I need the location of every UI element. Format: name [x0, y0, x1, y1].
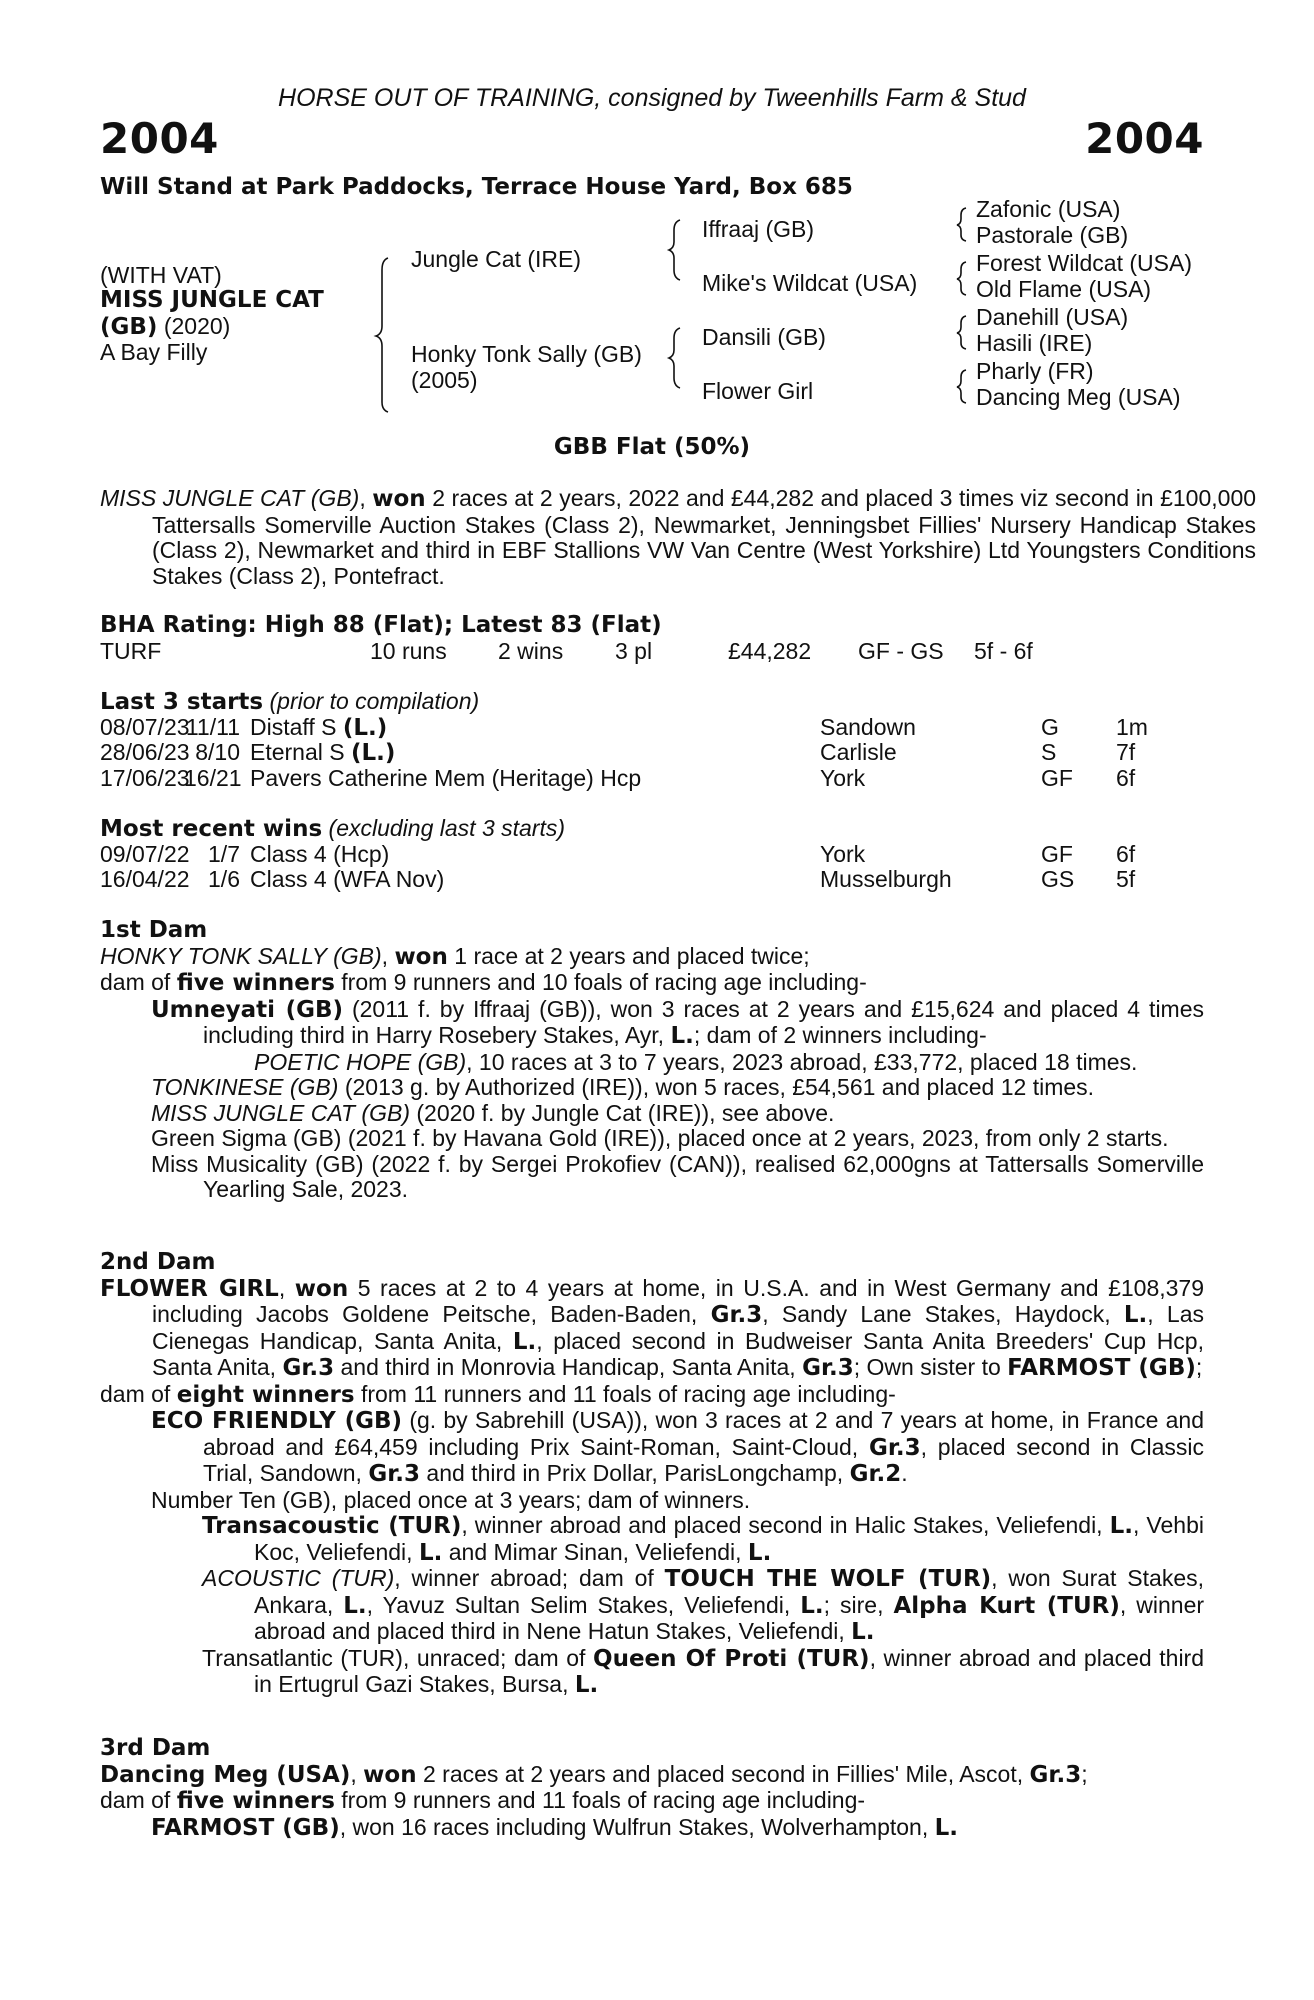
offspring-acoustic-t5: , winner abroad and placed third in Nene Hatun Stakes, Veliefendi,	[254, 1591, 1205, 1644]
first-dam-line: HONKY TONK SALLY (GB), won 1 race at 2 years and placed twice;	[100, 942, 810, 970]
offspring-transatlantic	[100, 1646, 1204, 1699]
first-dam-title: 1st Dam	[100, 917, 208, 943]
offspring-umneyati-name: Umneyati (GB)	[151, 996, 344, 1023]
summary-won: won	[372, 486, 426, 512]
second-dam-t3: , Las Cienegas Handicap, Santa Anita,	[152, 1301, 1205, 1354]
offspring-poetic-hope-name: POETIC HOPE (GB)	[254, 1048, 467, 1075]
offspring-acoustic-name: ACOUSTIC (TUR)	[202, 1565, 395, 1591]
second-dam-t2: , Sandy Lane Stakes, Haydock,	[762, 1301, 1111, 1327]
offspring-miss-musicality: Miss Musicality (GB) (2022 f. by Sergei Prokofiev (CAN)), realised 62,000gns at Tattersalls Somerville Yearling Sale, 2023.	[151, 1150, 1204, 1202]
offspring-umneyati	[100, 997, 1204, 1050]
second-dam-name: FLOWER GIRL	[100, 1275, 279, 1302]
offspring-eco-friendly-name: ECO FRIENDLY (GB)	[151, 1408, 403, 1434]
listed-badge: L.	[800, 1592, 824, 1619]
group-badge: Gr.3	[802, 1355, 854, 1381]
bha-title: BHA Rating: High 88 (Flat); Latest 83 (Flat)	[100, 612, 662, 638]
second-dam-won: won	[294, 1275, 349, 1302]
listed-badge: (L.)	[351, 740, 396, 766]
bha-section	[100, 613, 1204, 664]
offspring-tonkinese	[100, 1075, 1204, 1101]
bha-surface: TURF	[100, 637, 162, 664]
offspring-transacoustic-t2: , Vehbi Koc, Veliefendi,	[254, 1512, 1204, 1565]
win-date: 09/07/22	[100, 840, 190, 867]
last-starts-note: (prior to compilation)	[269, 688, 480, 714]
third-dam-name: Dancing Meg (USA)	[100, 1761, 351, 1788]
start-distance: 7f	[1116, 739, 1136, 765]
last-start-row	[100, 715, 1204, 741]
offspring-eco-friendly	[100, 1408, 1204, 1488]
first-dam-produce-a: dam of	[100, 969, 171, 995]
pedigree-dd: Flower Girl	[702, 378, 814, 404]
offspring-umneyati-tail: ; dam of 2 winners including-	[693, 1022, 987, 1048]
third-dam-title: 3rd Dam	[100, 1735, 211, 1761]
offspring-eco-friendly-t4: .	[901, 1460, 908, 1486]
listed-badge: L.	[512, 1328, 537, 1355]
second-dam-t5: and third in Monrovia Handicap, Santa Anita,	[340, 1354, 796, 1380]
offspring-eco-friendly-t2: , placed second in Classic Trial, Sandown,	[203, 1433, 1204, 1486]
start-distance: 1m	[1116, 713, 1148, 740]
offspring-queen-of-proti: Queen Of Proti (TUR)	[593, 1645, 870, 1672]
pedigree-sds: Forest Wildcat (USA)	[976, 250, 1192, 276]
win-distance: 6f	[1116, 840, 1136, 867]
bha-distance: 5f - 6f	[974, 637, 1033, 664]
listed-badge: L.	[851, 1619, 875, 1645]
offspring-poetic-hope	[100, 1050, 1204, 1076]
pedigree-ddd: Dancing Meg (USA)	[976, 384, 1181, 410]
group-badge: Gr.3	[710, 1302, 763, 1328]
recent-win-row	[100, 842, 1204, 868]
pedigree-table	[100, 196, 1220, 420]
lot-number-right: 2004	[1085, 114, 1204, 163]
recent-wins-section	[100, 816, 1204, 893]
win-race: Class 4 (Hcp)	[250, 840, 390, 867]
bha-earnings: £44,282	[728, 637, 812, 664]
pedigree-sire: Jungle Cat (IRE)	[411, 246, 582, 272]
listed-badge: L.	[934, 1814, 959, 1841]
lot-number-left: 2004	[100, 114, 219, 163]
offspring-eco-friendly-t3: and third in Prix Dollar, ParisLongchamp,	[426, 1460, 844, 1486]
recent-win-row	[100, 867, 1204, 893]
offspring-umneyati-text: (2011 f. by Iffraaj (GB)), won 3 races at 2 years and £15,624 and placed 4 times including third in Harry Rosebery Stakes, Ayr,	[203, 995, 1204, 1048]
horse-description: A Bay Filly	[100, 339, 208, 365]
start-course: Sandown	[820, 713, 916, 740]
listed-badge: L.	[1109, 1513, 1134, 1539]
listed-badge: L.	[747, 1539, 772, 1566]
last-start-row	[100, 766, 1204, 792]
third-dam-produce-c: from 9 runners and 11 foals of racing age including-	[341, 1787, 866, 1813]
pedigree-dam-year: (2005)	[411, 367, 478, 393]
pedigree-ssd: Pastorale (GB)	[976, 222, 1129, 248]
second-dam-t7: ;	[1195, 1354, 1203, 1380]
second-dam-produce-a: dam of	[100, 1380, 171, 1407]
listed-badge: L.	[343, 1592, 367, 1619]
offspring-farmost-text: , won 16 races including Wulfrun Stakes, Wolverhampton,	[339, 1813, 929, 1840]
offspring-eco-friendly-t1: (g. by Sabrehill (USA)), won 3 races at 2 and 7 years at home, in France and abroad and £64,459 including Prix Saint-Roman, Saint-Cloud,	[203, 1407, 1205, 1460]
listed-badge: L.	[574, 1672, 599, 1698]
start-course: York	[820, 764, 866, 791]
start-race	[250, 766, 641, 792]
offspring-poetic-hope-text: , 10 races at 3 to 7 years, 2023 abroad, £33,772, placed 18 times.	[466, 1048, 1138, 1075]
second-dam-title: 2nd Dam	[100, 1249, 216, 1275]
start-race	[250, 740, 395, 767]
last-start-row	[100, 740, 1204, 766]
third-dam-winners-count: five winners	[176, 1788, 335, 1814]
rating-header: GBB Flat (50%)	[553, 434, 751, 460]
second-dam-t6: ; Own sister to	[853, 1354, 1001, 1380]
win-date: 16/04/22	[100, 866, 190, 892]
consignment-line: HORSE OUT OF TRAINING, consigned by Tweenhills Farm & Stud	[278, 84, 1026, 112]
offspring-tonkinese-name: TONKINESE (GB)	[151, 1074, 339, 1100]
recent-wins-title: Most recent wins	[100, 816, 323, 842]
listed-badge: L.	[1123, 1302, 1148, 1328]
offspring-miss-jungle-cat	[100, 1101, 1204, 1127]
start-course: Carlisle	[820, 739, 897, 765]
offspring-miss-jungle-cat-name: MISS JUNGLE CAT (GB)	[151, 1099, 410, 1126]
start-position: 11/11	[185, 713, 240, 740]
start-position: 8/10	[195, 739, 240, 765]
start-distance: 6f	[1116, 764, 1136, 791]
second-dam-produce-line	[100, 1382, 1204, 1409]
last-starts-rows	[100, 715, 1204, 792]
group-badge: Gr.3	[868, 1434, 921, 1461]
recent-wins-header	[100, 816, 1204, 842]
offspring-number-ten: Number Ten (GB), placed once at 3 years; dam of winners.	[151, 1486, 751, 1513]
group-badge: Gr.3	[1029, 1761, 1082, 1788]
first-dam-section	[100, 918, 1204, 1203]
start-position: 16/21	[184, 764, 242, 791]
start-race-name: Pavers Catherine Mem (Heritage) Hcp	[250, 764, 642, 791]
third-dam-produce-a: dam of	[100, 1787, 171, 1813]
win-going: GF	[1041, 840, 1073, 867]
third-dam-t1: 2 races at 2 years and placed second in Fillies' Mile, Ascot,	[422, 1760, 1024, 1787]
pedigree-ds: Dansili (GB)	[702, 324, 826, 350]
third-dam-won: won	[363, 1761, 417, 1788]
pedigree-sss: Zafonic (USA)	[976, 196, 1121, 222]
start-date: 28/06/23	[100, 739, 190, 765]
start-date: 08/07/23	[100, 713, 190, 740]
start-going: GF	[1041, 764, 1073, 791]
offspring-green-sigma: Green Sigma (GB) (2021 f. by Havana Gold (IRE)), placed once at 2 years, 2023, from only 2 starts.	[151, 1125, 1169, 1151]
win-position: 1/6	[208, 866, 240, 892]
first-dam-winners-count: five winners	[176, 970, 335, 996]
second-dam-t4: , placed second in Budweiser Santa Anita Breeders' Cup Hcp, Santa Anita,	[152, 1327, 1204, 1380]
summary-text: 2 races at 2 years, 2022 and £44,282 and placed 3 times viz second in £100,000 Tattersalls Somerville Auction Stakes (Class 2), Newmarket, Jenningsbet Fillies' Nursery Handicap Stakes (Class 2), Newmarket and third in EBF Stallions VW Van Centre (West Yorkshire) Ltd Youngsters Conditions Stakes (Class 2), Pontefract.	[152, 485, 1257, 589]
pedigree-dsd: Hasili (IRE)	[976, 330, 1093, 356]
second-dam-produce-c: from 11 runners and 11 foals of racing age including-	[360, 1380, 896, 1407]
offspring-transacoustic-t1: , winner abroad and placed second in Halic Stakes, Veliefendi,	[461, 1512, 1103, 1538]
listed-badge: L.	[418, 1539, 443, 1566]
win-distance: 5f	[1116, 866, 1136, 892]
recent-wins-note: (excluding last 3 starts)	[328, 815, 566, 841]
second-dam-winners-count: eight winners	[176, 1381, 355, 1408]
third-dam-t2: ;	[1081, 1760, 1088, 1787]
group-badge: Gr.3	[368, 1461, 421, 1487]
offspring-acoustic-t4: ; sire,	[823, 1591, 884, 1618]
start-race	[250, 715, 387, 742]
first-dam-won: won	[394, 943, 448, 970]
win-race: Class 4 (WFA Nov)	[250, 866, 445, 892]
win-course: Musselburgh	[820, 866, 952, 892]
vat-note: (WITH VAT)	[100, 262, 222, 288]
first-dam-record: 1 race at 2 years and placed twice;	[454, 942, 810, 969]
stabling-line: Will Stand at Park Paddocks, Terrace House Yard, Box 685	[100, 174, 853, 200]
offspring-acoustic-t1: , winner abroad; dam of	[394, 1565, 654, 1591]
second-dam-section	[100, 1250, 1204, 1699]
start-going: G	[1041, 713, 1059, 740]
pedigree-dam: Honky Tonk Sally (GB)	[411, 341, 642, 367]
group-badge: Gr.3	[282, 1355, 335, 1381]
offspring-alpha-kurt: Alpha Kurt (TUR)	[893, 1592, 1120, 1619]
second-dam-t1: 5 races at 2 to 4 years at home, in U.S.A. and in West Germany and £108,379 including Jacobs Goldene Peitsche, Baden-Baden,	[152, 1274, 1205, 1327]
group-badge: Gr.2	[849, 1461, 902, 1487]
win-course: York	[820, 840, 866, 867]
offspring-farmost	[100, 1815, 1204, 1842]
offspring-acoustic-t2: , won Surat Stakes, Ankara,	[254, 1565, 1205, 1618]
bha-placed: 3 pl	[615, 637, 653, 664]
first-dam-produce-c: from 9 runners and 10 foals of racing age including-	[341, 969, 867, 995]
last-starts-title: Last 3 starts	[100, 689, 264, 715]
horse-suffix-year	[100, 313, 230, 340]
third-dam-section	[100, 1736, 1204, 1841]
start-race-name: Distaff S	[250, 713, 337, 740]
first-dam-produce-line	[100, 970, 1204, 997]
offspring-transatlantic-t2: , winner abroad and placed third in Ertugrul Gazi Stakes, Bursa,	[254, 1644, 1205, 1697]
start-going: S	[1041, 739, 1057, 765]
last-starts-header	[100, 689, 1204, 715]
horse-year: (2020)	[163, 313, 231, 339]
first-dam-name: HONKY TONK SALLY (GB)	[100, 942, 382, 969]
recent-wins-rows	[100, 842, 1204, 893]
pedigree-dds: Pharly (FR)	[976, 358, 1094, 384]
listed-badge: (L.)	[342, 714, 388, 741]
offspring-acoustic	[100, 1566, 1204, 1646]
win-position: 1/7	[208, 840, 240, 867]
second-dam-sister: FARMOST (GB)	[1007, 1355, 1196, 1381]
pedigree-ss: Iffraaj (GB)	[702, 216, 815, 242]
offspring-transacoustic-name: Transacoustic (TUR)	[202, 1513, 462, 1539]
bha-stats-row	[100, 639, 1204, 665]
pedigree-sd: Mike's Wildcat (USA)	[702, 270, 918, 296]
offspring-miss-jungle-cat-text: (2020 f. by Jungle Cat (IRE)), see above.	[416, 1099, 835, 1126]
offspring-acoustic-t3: , Yavuz Sultan Selim Stakes, Veliefendi,	[366, 1591, 791, 1618]
race-summary: MISS JUNGLE CAT (GB), won 2 races at 2 years, 2022 and £44,282 and placed 3 times viz second in £100,000 Tattersalls Somerville Auction Stakes (Class 2), Newmarket, Jenningsbet Fillies' Nursery Handicap Stakes (Class 2), Newmarket and third in EBF Stallions VW Van Centre (West Yorkshire) Ltd Youngsters Conditions Stakes (Class 2), Pontefract.	[100, 485, 1257, 589]
offspring-transatlantic-t1: Transatlantic (TUR), unraced; dam of	[202, 1644, 586, 1671]
third-dam-record: Dancing Meg (USA), won 2 races at 2 years and placed second in Fillies' Mile, Ascot, Gr.3;	[100, 1760, 1088, 1788]
start-date: 17/06/23	[100, 764, 190, 791]
offspring-touch-the-wolf: TOUCH THE WOLF (TUR)	[664, 1566, 992, 1592]
offspring-tonkinese-text: (2013 g. by Authorized (IRE)), won 5 races, £54,561 and placed 12 times.	[344, 1074, 1095, 1100]
start-race-name: Eternal S	[250, 739, 345, 765]
pedigree-sdd: Old Flame (USA)	[976, 276, 1152, 302]
win-going: GS	[1041, 866, 1075, 892]
offspring-farmost-name: FARMOST (GB)	[151, 1814, 340, 1841]
second-dam-record: FLOWER GIRL, won 5 races at 2 to 4 years at home, in U.S.A. and in West Germany and £108,379 including Jacobs Goldene Peitsche, Baden-Baden, Gr.3, Sandy Lane Stakes, Haydock, L., Las Cienegas Handicap, Santa Anita, L., placed second in Budweiser Santa Anita Breeders' Cup Hcp, Santa Anita, Gr.3 and third in Monrovia Handicap, Santa Anita, Gr.3; Own sister to FARMOST (GB);	[100, 1274, 1205, 1381]
horse-name: MISS JUNGLE CAT	[100, 287, 324, 313]
bha-wins: 2 wins	[498, 637, 564, 664]
offspring-transacoustic-t3: and Mimar Sinan, Veliefendi,	[448, 1538, 742, 1565]
summary-horse-name: MISS JUNGLE CAT (GB)	[100, 485, 360, 511]
third-dam-produce-line	[100, 1788, 1204, 1815]
listed-badge: L.	[670, 1023, 694, 1049]
bha-going: GF - GS	[858, 637, 944, 664]
pedigree-dss: Danehill (USA)	[976, 304, 1129, 330]
last-starts-section	[100, 689, 1204, 791]
offspring-transacoustic	[100, 1513, 1204, 1566]
horse-suffix: (GB)	[100, 314, 158, 340]
bha-runs: 10 runs	[370, 637, 447, 664]
